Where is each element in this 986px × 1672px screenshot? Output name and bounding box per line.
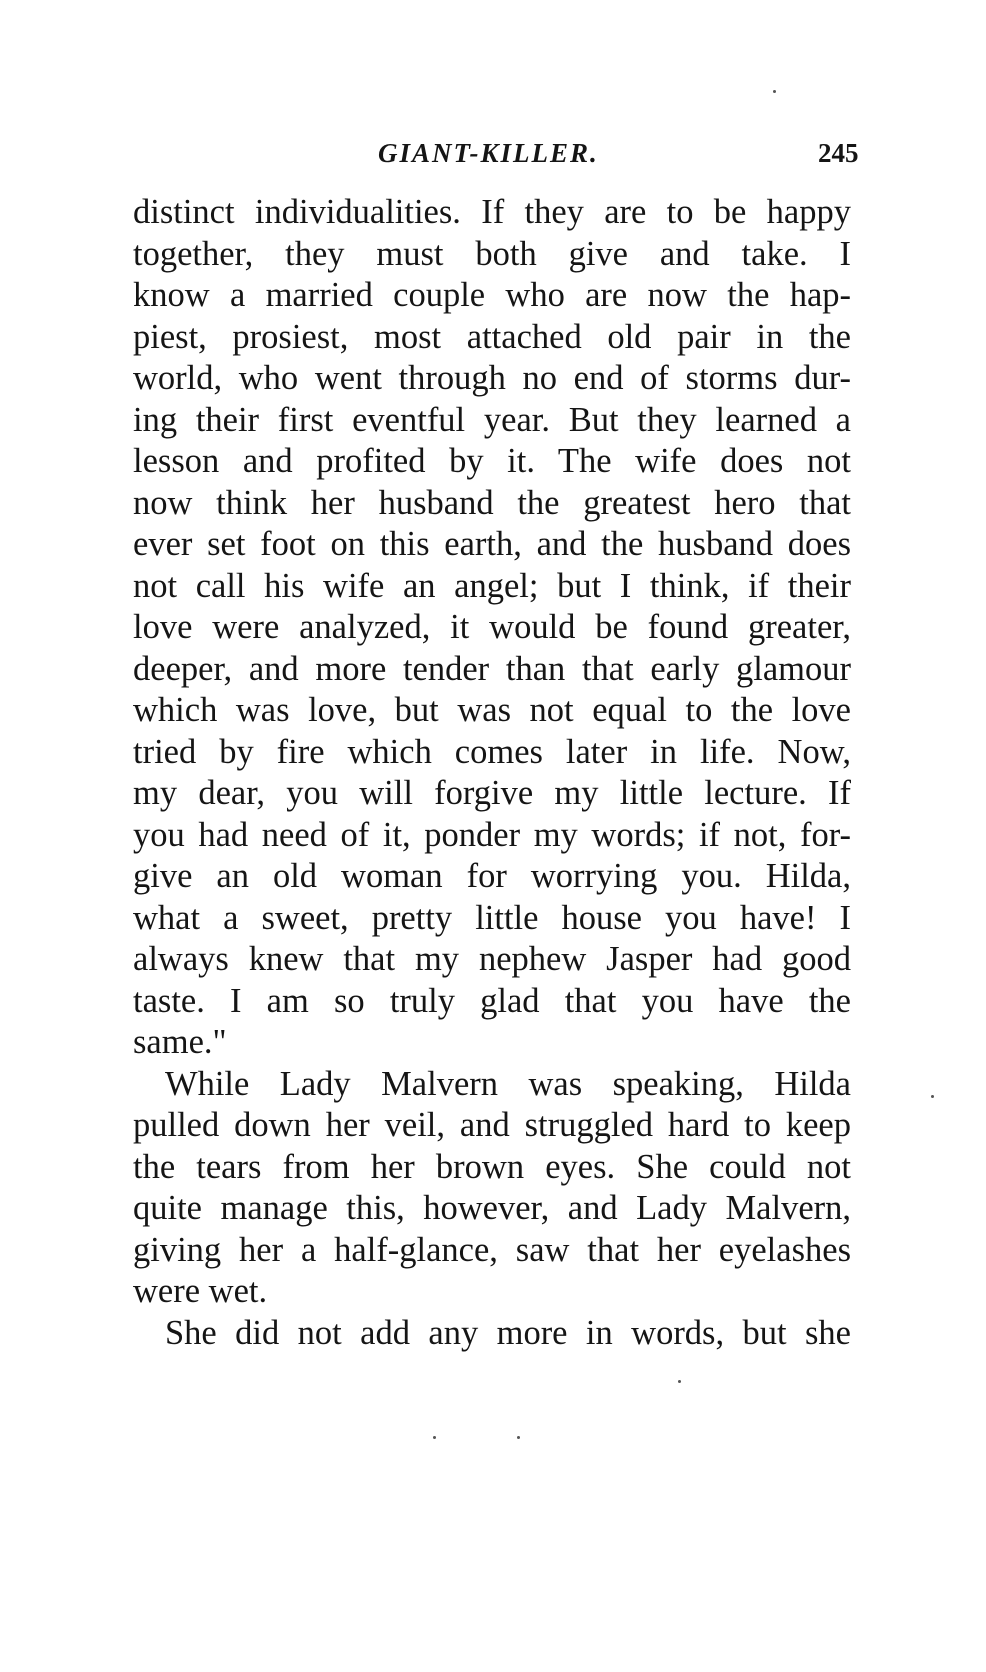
page-number: 245: [818, 138, 859, 168]
scan-speck: [433, 1436, 436, 1439]
text-line: not call his wife an angel; but I think, if their: [133, 566, 851, 605]
text-line: what a sweet, pretty little house you have! I: [133, 898, 851, 937]
text-line: were wet.: [133, 1272, 268, 1310]
text-line: give an old woman for worrying you. Hilda,: [133, 857, 851, 895]
scan-speck: [931, 1095, 934, 1098]
text-line: together, they must both give and take. I: [133, 234, 851, 273]
text-line: same.": [133, 1023, 227, 1061]
text-line: my dear, you will forgive my little lecture. If: [133, 774, 851, 812]
text-line: know a married couple who are now the hap-: [133, 276, 851, 314]
text-line: piest, prosiest, most attached old pair in the: [133, 317, 851, 356]
text-line: giving her a half-glance, saw that her eyelashes: [133, 1230, 851, 1269]
text-line: pulled down her veil, and struggled hard to keep: [133, 1106, 851, 1144]
text-line: lesson and profited by it. The wife does not: [133, 442, 851, 480]
scan-speck: [773, 90, 776, 93]
text-line: always knew that my nephew Jasper had good: [133, 940, 851, 978]
text-line: deeper, and more tender than that early glamour: [133, 649, 851, 688]
body-text: [133, 192, 851, 1354]
text-line: the tears from her brown eyes. She could not: [133, 1147, 851, 1186]
text-line: you had need of it, ponder my words; if not, for-: [133, 815, 851, 854]
text-line: distinct individualities. If they are to be happy: [133, 193, 851, 231]
text-line: She did not add any more in words, but she: [165, 1313, 851, 1352]
text-line: ever set foot on this earth, and the husband does: [133, 525, 851, 563]
text-line: quite manage this, however, and Lady Malvern,: [133, 1189, 851, 1227]
text-line: now think her husband the greatest hero that: [133, 483, 851, 522]
text-line: love were analyzed, it would be found greater,: [133, 608, 851, 646]
text-line: taste. I am so truly glad that you have the: [133, 981, 851, 1020]
text-line: which was love, but was not equal to the love: [133, 691, 851, 729]
scan-speck: [517, 1436, 520, 1439]
text-line: tried by fire which comes later in life. Now,: [133, 732, 851, 771]
text-line: world, who went through no end of storms dur-: [133, 359, 851, 397]
running-title: GIANT-KILLER.: [378, 138, 599, 168]
scan-speck: [678, 1380, 681, 1383]
text-line: ing their first eventful year. But they learned a: [133, 400, 851, 439]
text-line: While Lady Malvern was speaking, Hilda: [165, 1064, 851, 1103]
